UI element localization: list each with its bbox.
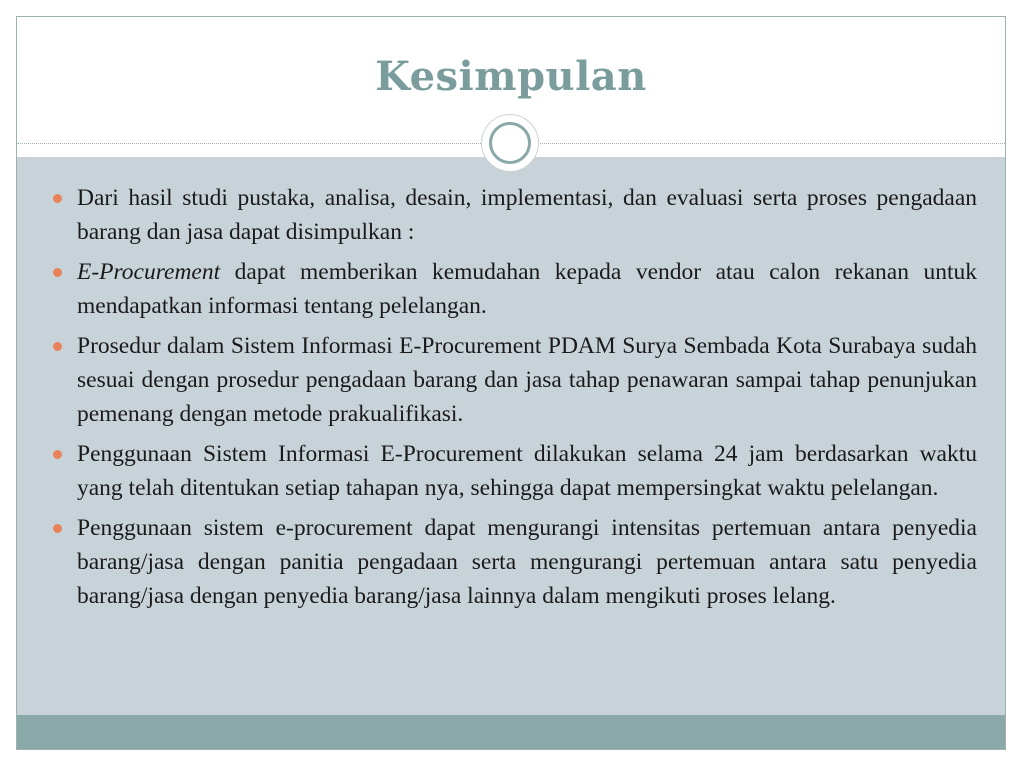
list-item-text: dapat memberikan kemudahan kepada vendor atau calon rekanan untuk mendapatkan informasi tentang pelelangan.	[77, 259, 977, 319]
list-item-text: Dari hasil studi pustaka, analisa, desain, implementasi, dan evaluasi serta proses pengadaan barang dan jasa dapat disimpulkan :	[77, 185, 977, 245]
bullet-dot-icon	[53, 524, 62, 533]
bullet-dot-icon	[53, 342, 62, 351]
list-item-text: Penggunaan Sistem Informasi E-Procurement dilakukan selama 24 jam berdasarkan waktu yang telah ditentukan setiap tahapan nya, sehingga dapat mempersingkat waktu pelelangan.	[77, 441, 977, 501]
list-item-text: Prosedur dalam Sistem Informasi E-Procurement PDAM Surya Sembada Kota Surabaya sudah sesuai dengan prosedur pengadaan barang dan jasa tahap penawaran sampai tahap penunjukan pemenang dengan metode prakualifikasi.	[77, 333, 977, 427]
slide	[16, 16, 1006, 750]
conclusion-list	[47, 181, 977, 619]
ring-inner	[489, 122, 531, 164]
list-item	[47, 511, 977, 613]
bullet-dot-icon	[53, 194, 62, 203]
list-item-text: Penggunaan sistem e-procurement dapat mengurangi intensitas pertemuan antara penyedia barang/jasa dengan panitia pengadaan serta mengurangi pertemuan antara satu penyedia barang/jasa dengan penyedia barang/jasa lainnya dalam mengikuti proses lelang.	[77, 515, 977, 609]
list-item	[47, 437, 977, 505]
list-item	[47, 329, 977, 431]
decorative-ring-icon	[482, 115, 538, 171]
slide-footer-band	[17, 715, 1005, 750]
slide-content-area	[17, 157, 1005, 715]
bullet-dot-icon	[53, 268, 62, 277]
list-item	[47, 255, 977, 323]
list-item	[47, 181, 977, 249]
italic-lead: E-Procurement	[77, 259, 221, 285]
bullet-dot-icon	[53, 450, 62, 459]
slide-title: Kesimpulan	[375, 53, 647, 100]
